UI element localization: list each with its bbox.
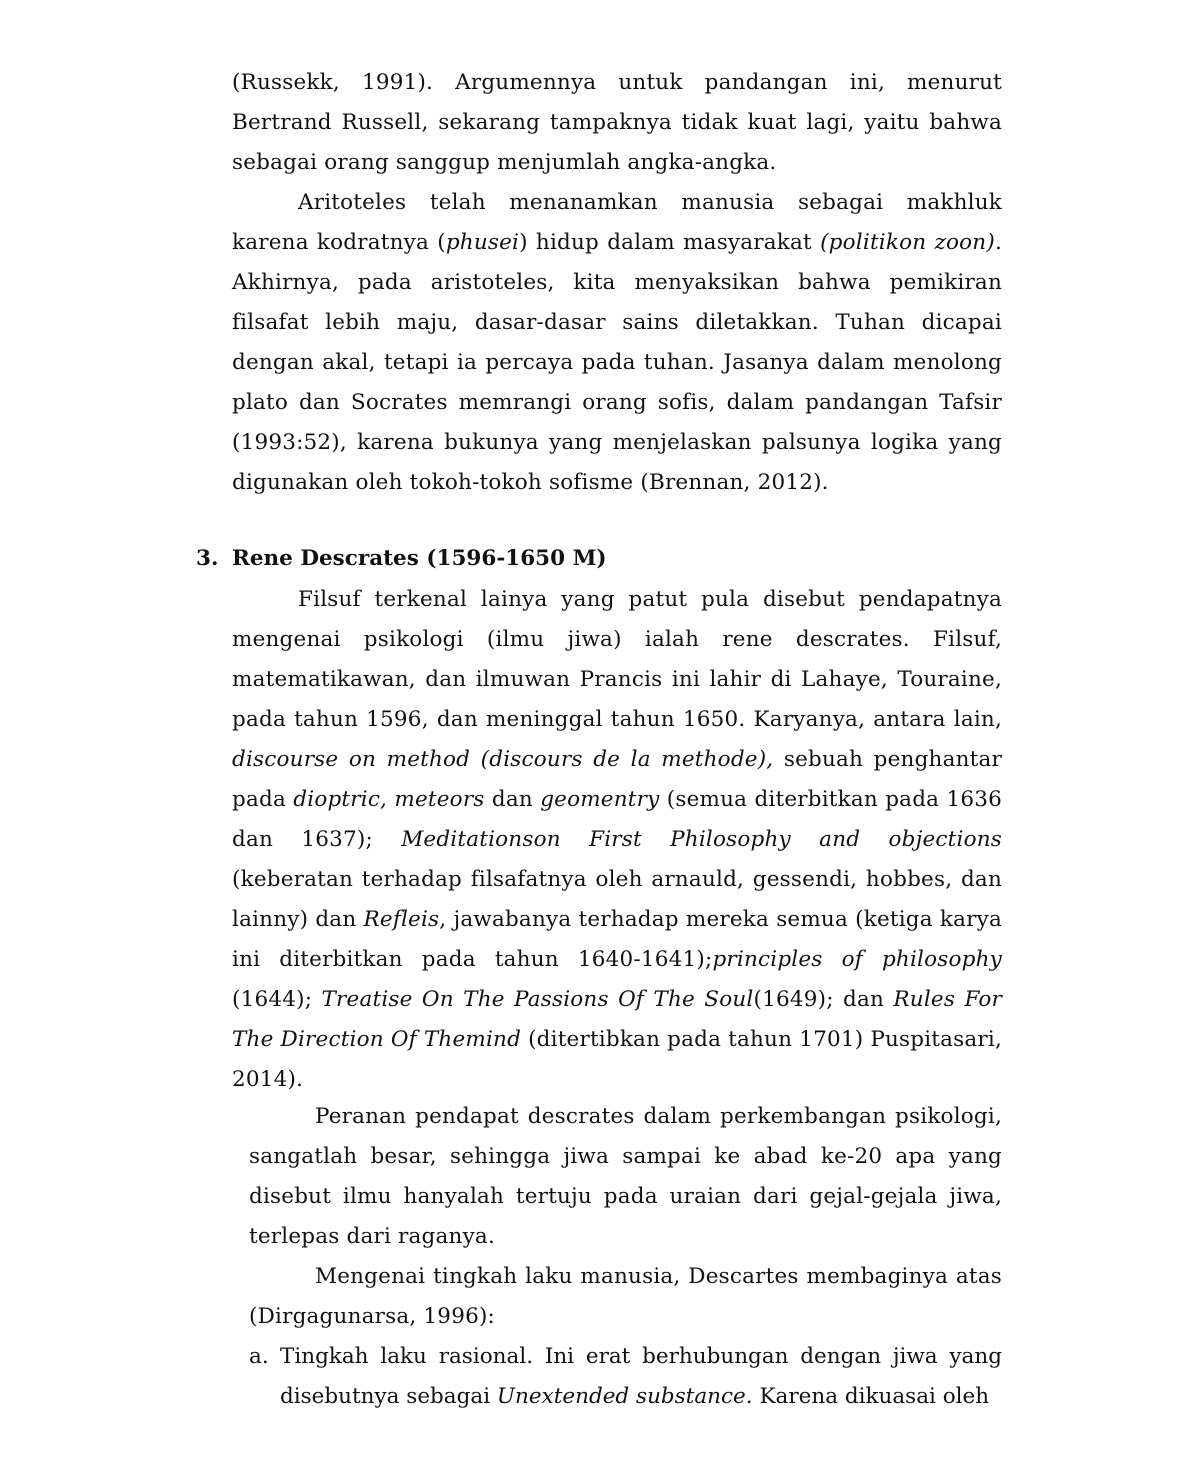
text-run: (1644);: [232, 987, 322, 1012]
text-run: (1649); dan: [753, 987, 894, 1012]
paragraph-text: Peranan pendapat descrates dalam perkembangan psikologi, sangatlah besar, sehingga jiwa sampai ke abad ke-20 apa yang disebut ilmu hanyalah tertuju pada uraian dari gejal-gejala jiwa, terlepas dari raganya.: [249, 1104, 1002, 1249]
text-run: Aritoteles telah menanamkan manusia sebagai makhluk karena kodratnya (: [232, 190, 1002, 255]
italic-term-unextended-substance: Unextended substance.: [496, 1384, 753, 1409]
section-number: 3.: [196, 546, 219, 571]
text-run: sebuah penghantar pada: [232, 747, 1002, 812]
italic-title: geomentry: [540, 787, 660, 812]
italic-term-phusei: phusei: [445, 230, 520, 255]
text-run: . Akhirnya, pada aristoteles, kita menyaksikan bahwa pemikiran filsafat lebih maju, dasar-dasar sains diletakkan. Tuhan dicapai dengan akal, tetapi ia percaya pada tuhan. Jasanya dalam menolong plato dan Socrates memrangi orang sofis, dalam pandangan Tafsir (1993:52), karena bukunya yang menjelaskan palsunya logika yang digunakan oleh tokoh-tokoh sofisme (Brennan, 2012).: [232, 230, 1002, 495]
text-run: ) hidup dalam masyarakat: [519, 230, 821, 255]
list-item-a: [249, 1337, 1002, 1417]
italic-title: discourse on method (discours de la methode),: [232, 747, 774, 772]
text-run: (semua diterbitkan pada 1636 dan 1637);: [232, 787, 1003, 852]
italic-title: principles of philosophy: [712, 947, 1002, 972]
text-run: (ditertibkan pada tahun 1701) Puspitasari, 2014).: [232, 1027, 1003, 1092]
paragraph-descartes-role: [249, 1097, 1002, 1257]
text-run: dan: [484, 787, 541, 812]
section-title: Rene Descrates (1596-1650 M): [232, 546, 607, 571]
paragraph-aristoteles: [232, 183, 1002, 503]
paragraph-behavior-intro: [249, 1257, 1002, 1337]
paragraph-descartes-works: [232, 580, 1002, 1100]
section-heading: [196, 539, 607, 579]
italic-title: dioptric, meteors: [293, 787, 485, 812]
italic-title: Rules For The Direction Of Themind: [232, 987, 1003, 1052]
text-run: (keberatan terhadap filsafatnya oleh arnauld, gessendi, hobbes, dan lainny) dan: [232, 867, 1002, 932]
paragraph-text: (Russekk, 1991). Argumennya untuk pandangan ini, menurut Bertrand Russell, sekarang tampaknya tidak kuat lagi, yaitu bahwa sebagai orang sanggup menjumlah angka-angka.: [232, 70, 1002, 175]
text-run: , jawabanya terhadap mereka semua (ketiga karya ini diterbitkan pada tahun 1640-1641);: [232, 907, 1002, 972]
italic-term-politikon-zoon: (politikon zoon): [820, 230, 995, 255]
text-run: Karena dikuasai oleh: [752, 1384, 990, 1409]
paragraph-text: Mengenai tingkah laku manusia, Descartes membaginya atas (Dirgagunarsa, 1996):: [249, 1264, 1002, 1329]
text-run: Filsuf terkenal lainya yang patut pula disebut pendapatnya mengenai psikologi (ilmu jiwa) ialah rene descrates. Filsuf, matematikawan, dan ilmuwan Prancis ini lahir di Lahaye, Touraine, pada tahun 1596, dan meninggal tahun 1650. Karyanya, antara lain,: [232, 587, 1002, 732]
list-marker: a.: [249, 1344, 269, 1369]
paragraph-russell: [232, 63, 1002, 183]
italic-title: Treatise On The Passions Of The Soul: [321, 987, 754, 1012]
italic-title: Meditationson First Philosophy and objections: [401, 827, 1002, 852]
italic-title: Refleis: [363, 907, 440, 932]
text-run: Tingkah laku rasional. Ini erat berhubungan dengan jiwa yang disebutnya sebagai: [280, 1344, 1002, 1409]
